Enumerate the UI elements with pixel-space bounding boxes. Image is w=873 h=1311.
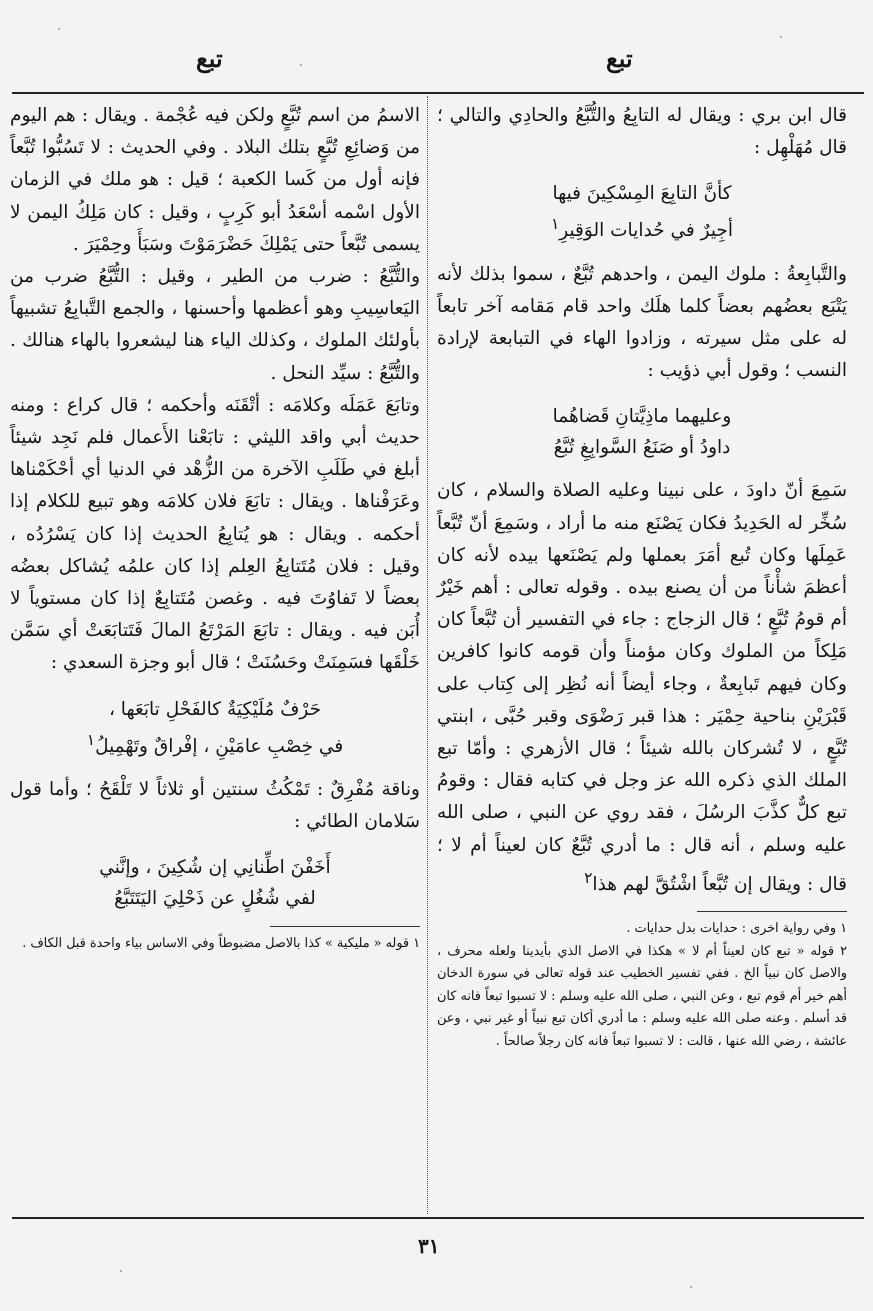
footnote-rule [270, 926, 420, 927]
verse-line: وعليهما ماذِيَّتانِ قَضاهُما [552, 406, 732, 428]
paragraph: الاسمُ من اسم تُبَّعٍ ولكن فيه عُجْمة . ويقال : هم اليوم من وَضائِعِ تُبَّعٍ بتلك البلاد . وفي الحديث : لا تَسُبُّوا تُبَّعاً فإنه أول من كَسا الكعبة ؛ قيل : هو ملك في الزمان الأول اسْمه أسْعَدُ أبو كَرِبٍ ، وقيل : كان مَلِكُ اليمن لا يسمى تُبَّعاً حتى يَمْلِكَ حَضْرَمَوْتَ وسَبَأَ وحِمْيَرَ . [10, 105, 420, 255]
verse-line: أَخَفْنَ اطِّنانِي إن شُكِينَ ، وإنَّني [99, 857, 331, 879]
verse [437, 178, 847, 246]
scan-speck [120, 1270, 122, 1272]
verse [437, 401, 847, 463]
verse [10, 694, 420, 762]
header-word-left: تبع [196, 44, 223, 73]
footnote-marker: ٢ [584, 868, 593, 887]
verse-line: حَرْفٌ مُلَيْكِيَةٌ كالفَحْلِ تابَعَها ، [108, 698, 322, 720]
verse-line [437, 209, 847, 246]
column-divider [427, 96, 428, 1214]
paragraph: وتابَعَ عَمَلَه وكلامَه : أتْقَنَه وأحكمه ؛ قال كراع : ومنه حديث أبي واقد الليثي : تابَعْنا الأَعمال فلم نَجِد شيئاً أبلغ في طَلَبِ الآخرة من الزُّهْد في الدنيا أي أحْكَمْناها وعَرَفْناها . ويقال : تابَعَ فلان كلامَه وهو تبيع للكلام إذا أحكمه . ويقال : هو يُتابِعُ الحديث إذا كان يَسْرُدُه ، وقيل : فلان مُتَتابِعُ العِلم إذا كان علمُه يُشاكل بعضُه بعضاً لا تَفاوُتَ فيه . وغصن مُتَتابِعٌ إذا كان مستوياً لا أُبَن فيه . ويقال : تابَعَ المَرْتَعُ المالَ فَتَتابَعَتْ أي سَمَّن خَلْقَها فسَمِنَتْ وحَسُنَتْ ؛ قال أبو وجزة السعدي : [10, 394, 420, 674]
verse-line: كأنَّ التابِعَ المِسْكِينَ فيها [552, 183, 732, 205]
verse-line: داودُ أو صَنَعُ السَّوابِغِ تُبَّعُ [553, 437, 731, 459]
paragraph: وناقة مُفْرِقٌ : تَمْكُثُ سنتين أو ثلاثاً لا تَلْقَحُ ؛ وأما قول سَلامان الطائي : [10, 778, 420, 833]
verse-line-text: في خِصْبِ عامَيْنِ ، إفْراقٌ وتَهْمِيلُ [95, 735, 344, 757]
footnotes [437, 918, 847, 1053]
footnote: ١ وفي رواية اخرى : حدايات بدل حدايات . [626, 921, 847, 937]
scan-speck [690, 1286, 692, 1288]
left-column [10, 100, 420, 956]
top-rule [12, 92, 864, 94]
scan-speck [300, 64, 302, 66]
paragraph [437, 475, 847, 901]
footnotes [10, 933, 420, 956]
verse-line: لفي شُغُلٍ عن ذَحْلِيَ اليَتَتَبَّعُ [114, 888, 316, 910]
verse [10, 852, 420, 914]
footnote: ١ قوله « مليكية » كذا بالاصل مضبوطاً وفي الاساس بياء واحدة قبل الكاف . [22, 936, 420, 952]
scan-speck [780, 36, 782, 38]
page-number: ٣١ [418, 1234, 440, 1258]
footnote-rule [697, 911, 847, 912]
paragraph: والتُّبَّعُ : ضرب من الطير ، وقيل : التُّبَّعُ ضرب من اليَعاسِيبِ وهو أعظمها وأحسنها ، والجمع التَّبابِعُ تشبيهاً بأولئك الملوك ، وكذلك الياء هنا ليشعروا بالهاء هنالك . والتُّبَّعُ : سيِّد النحل . [10, 266, 420, 384]
paragraph: والتَّبابِعةُ : ملوك اليمن ، واحدهم تُبَّعٌ ، سموا بذلك لأنه يَتْبَع بعضُهم بعضاً كلما هلَك واحد قام مَقامه آخر تابعاً له على مثل سيرته ، وزادوا الهاء في التبابعة لإرادة النسب ؛ وقول أبي ذؤيب : [437, 263, 847, 382]
verse-line [10, 725, 420, 762]
verse-line-text: أجِيرٌ في حُدايات الوَقِيرِ [559, 220, 733, 242]
footnote-marker: ١ [550, 215, 560, 234]
paragraph-text: سَمِعَ أنّ داودَ ، على نبينا وعليه الصلاة والسلام ، كان سُخِّر له الحَدِيدُ فكان يَصْنَع منه ما أراد ، وسَمِعَ أنّ تُبَّعاً عَمِلَها وكان تُبع أمَرَ بعملها ولم يَصْنَعها بيده لأنه كان أعظمَ شأْناً من أن يصنع بيده . وقوله تعالى : أهم خَيْرٌ أم قومُ تُبَّعٍ ؛ قال الزجاج : جاء في التفسير أن تُبَّعاً كان مَلِكاً من الملوك وكان مؤمناً وأن قومه كانوا كافرين وكان فيهم تَبابِعةٌ ، وجاء أيضاً أنه نُظِر إلى كِتاب على قَبْرَيْنِ بناحية حِمْيَر : هذا قبر رَضْوَى وقبر حُبَّى ، ابنتي تُبَّعٍ ، لا تُشركان بالله شيئاً ؛ قال الأزهري : وأمّا تبع الملك الذي ذكره الله عز وجل في كتابه فقال : وقومُ تبع كلٌّ كذَّبَ الرسُلَ ، فقد روي عن النبي ، صلى الله عليه وسلم ، أنه قال : ما أدري تُبَّعٌ كان لعيناً أم لا ؛ قال : ويقال إن تُبَّعاً اشْتُقَّ لهم هذا [437, 480, 847, 895]
paragraph: قال ابن بري : ويقال له التابِعُ والتُّبَّعُ والحادِي والتالي ؛ قال مُهَلْهِل : [437, 105, 847, 159]
right-column [437, 100, 847, 1053]
scan-speck [58, 28, 60, 30]
footnote: ٢ قوله « تبع كان لعيناً أم لا » هكذا في الاصل الذي بأيدينا ولعله محرف ، والاصل كان نبياً الخ . ففي تفسير الخطيب عند قوله تعالى في سورة الدخان أهم خير أم قوم تبع ، وعن النبي ، صلى الله عليه وسلم : لا تسبوا تبعاً فانه كان قد أسلم . وعنه صلى الله عليه وسلم : ما أدري أكان تبع نبياً أو غير نبي ، وعن عائشة ، رضي الله عنها ، قالت : لا تسبوا تبعاً فانه كان رجلاً صالحاً . [437, 943, 847, 1049]
bottom-rule [12, 1217, 864, 1219]
footnote-marker: ١ [86, 730, 96, 749]
header-word-right: تبع [606, 44, 633, 73]
